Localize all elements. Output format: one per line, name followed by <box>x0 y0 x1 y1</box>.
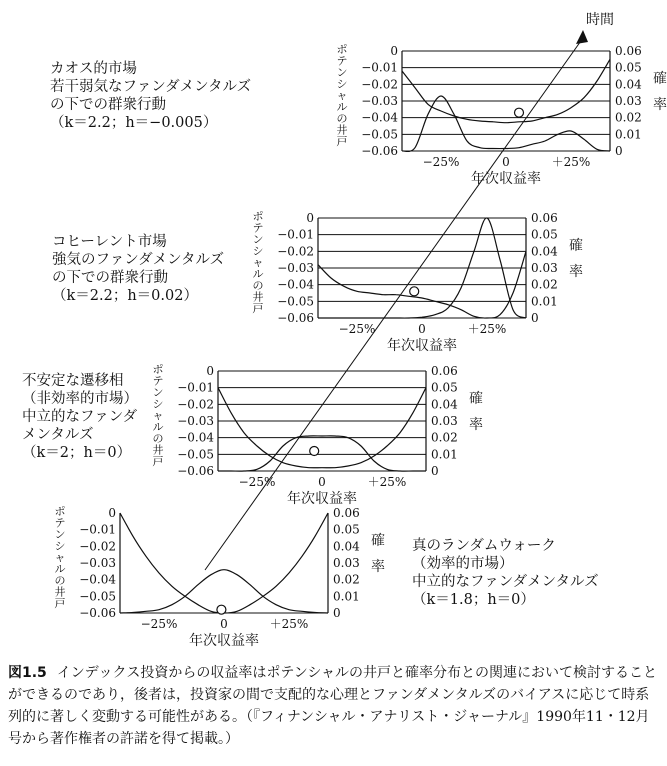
x-tick-label: −25% <box>140 617 178 631</box>
left-tick-label: −0.02 <box>361 77 398 92</box>
desc-line: の下での群衆行動 <box>50 97 166 113</box>
chart-panel-4 <box>55 505 386 649</box>
desc-line: 中立的なファンダ <box>22 409 138 425</box>
left-axis-label-char: 戸 <box>252 302 264 315</box>
left-axis-label-char: ャ <box>54 551 66 564</box>
desc-line: コヒーレント市場 <box>52 234 167 250</box>
ball-marker <box>310 447 319 456</box>
x-tick-label: 0 <box>318 475 326 489</box>
left-tick-label: −0.01 <box>361 60 398 75</box>
right-tick-label: 0.02 <box>531 277 558 292</box>
right-tick-label: 0.03 <box>615 94 642 108</box>
right-tick-label: 0.06 <box>431 364 458 378</box>
left-axis-label-char: テ <box>152 374 164 388</box>
right-tick-label: 0.01 <box>333 589 360 604</box>
left-axis-label-char: ン <box>152 386 164 399</box>
desc-line: メンタルズ <box>22 427 94 443</box>
right-tick-label: 0.05 <box>531 227 558 242</box>
desc-line: （k＝2.2；h＝0.02） <box>52 288 198 304</box>
left-tick-label: −0.05 <box>361 127 398 142</box>
desc-line: の下での群衆行動 <box>52 270 168 286</box>
left-axis-label-char: ル <box>152 420 164 434</box>
x-axis-label: 年次収益率 <box>387 338 457 354</box>
left-tick-label: −0.05 <box>277 294 314 309</box>
x-tick-label: ＋25% <box>269 617 309 631</box>
left-axis-label-char: ル <box>336 100 348 114</box>
ball-marker <box>410 287 419 296</box>
left-axis-label-char: 井 <box>252 290 264 304</box>
right-tick-label: 0.04 <box>531 244 558 259</box>
right-axis-label-char: 確 <box>371 533 385 549</box>
right-tick-label: 0 <box>531 311 539 325</box>
right-tick-label: 0.01 <box>615 127 642 142</box>
x-axis-label: 年次収益率 <box>471 171 541 187</box>
probability-curve <box>402 96 610 151</box>
left-tick-label: −0.04 <box>277 277 314 292</box>
potential-curve <box>218 388 426 468</box>
left-axis-label-char: テ <box>252 221 264 235</box>
left-tick-label: −0.01 <box>177 380 214 395</box>
right-tick-label: 0.03 <box>431 414 458 428</box>
right-axis-label-char: 確 <box>653 71 667 87</box>
desc-line: （効率的市場） <box>412 556 514 572</box>
left-axis-label-char: の <box>252 279 264 292</box>
right-axis-label-char: 率 <box>569 264 583 280</box>
left-tick-label: −0.03 <box>177 414 214 428</box>
right-tick-label: 0 <box>615 144 623 158</box>
desc-line: 不安定な遷移相 <box>22 373 124 389</box>
left-axis-label-char: 戸 <box>152 455 164 468</box>
left-tick-label: −0.05 <box>177 447 214 462</box>
desc-line: カオス的市場 <box>50 61 137 77</box>
desc-line: 真のランダムウォーク <box>412 538 556 554</box>
x-axis-label: 年次収益率 <box>287 491 357 507</box>
left-tick-label: −0.03 <box>361 94 398 108</box>
left-tick-label: −0.06 <box>277 311 314 325</box>
left-tick-label: 0 <box>390 44 398 58</box>
x-tick-label: −25% <box>238 475 276 489</box>
left-tick-label: −0.02 <box>79 539 116 554</box>
right-tick-label: 0.01 <box>431 447 458 462</box>
right-axis-label-char: 確 <box>469 391 483 407</box>
right-tick-label: 0.02 <box>431 430 458 445</box>
desc-line: （k＝2.2；h＝−0.005） <box>50 115 218 131</box>
figure-caption <box>8 662 660 750</box>
left-tick-label: 0 <box>108 506 116 520</box>
x-axis-label: 年次収益率 <box>189 633 259 649</box>
left-tick-label: −0.06 <box>177 464 214 478</box>
left-axis-label-char: 井 <box>336 123 348 137</box>
left-axis-label-char: ポ <box>54 505 66 518</box>
caption-text: インデックス投資からの収益率はポテンシャルの井戸と確率分布との関連において検討することができるのであり，後者は，投資家の間で支配的な心理とファンダメンタルズのバイアスに応じて時系列的に著しく変動する可能性がある。（『フィナンシャル・アナリスト・ジャーナル』1990年11・12月号から著作権者の許諾を得て掲載。） <box>8 665 658 747</box>
left-axis-label-char: 戸 <box>336 135 348 148</box>
left-axis-label-char: シ <box>336 77 348 91</box>
left-axis-label-char: シ <box>152 397 164 411</box>
left-axis-label-char: ポ <box>336 43 348 56</box>
right-axis-label-char: 率 <box>371 559 385 575</box>
left-tick-label: −0.04 <box>361 110 398 125</box>
desc-line: 若干弱気なファンダメンタルズ <box>50 79 252 95</box>
left-axis-label-char: シ <box>54 539 66 553</box>
right-tick-label: 0.03 <box>333 556 360 570</box>
left-axis-label-char: の <box>336 112 348 125</box>
chart-panel-1 <box>337 43 667 187</box>
left-tick-label: −0.03 <box>277 261 314 275</box>
left-tick-label: −0.01 <box>277 227 314 242</box>
left-tick-label: −0.01 <box>79 522 116 537</box>
desc-line: （非効率的市場） <box>22 391 138 407</box>
potential-curve <box>120 513 328 613</box>
desc-line: （k＝1.8；h＝0） <box>412 592 535 608</box>
left-tick-label: −0.06 <box>361 144 398 158</box>
x-tick-label: −25% <box>338 322 376 336</box>
left-tick-label: −0.03 <box>79 556 116 570</box>
left-axis-label-char: ポ <box>252 210 264 223</box>
x-tick-label: ＋25% <box>467 322 507 336</box>
right-tick-label: 0.05 <box>615 60 642 75</box>
left-tick-label: −0.06 <box>79 606 116 620</box>
x-tick-label: −25% <box>422 155 460 169</box>
potential-curve <box>402 59 610 122</box>
left-axis-label-char: 井 <box>152 443 164 457</box>
right-tick-label: 0.02 <box>615 110 642 125</box>
left-axis-label-char: 井 <box>54 585 66 599</box>
x-tick-label: 0 <box>220 617 228 631</box>
left-tick-label: −0.04 <box>79 572 116 587</box>
right-axis-label-char: 率 <box>469 417 483 433</box>
panel-description-1 <box>50 60 251 132</box>
right-axis-label-char: 率 <box>653 97 667 113</box>
x-tick-label: ＋25% <box>367 475 407 489</box>
left-axis-label-char: ル <box>54 562 66 576</box>
chart-panel-3 <box>153 363 484 507</box>
right-tick-label: 0.01 <box>531 294 558 309</box>
panel-description-4 <box>412 537 599 609</box>
x-tick-label: 0 <box>502 155 510 169</box>
left-axis-label-char: テ <box>54 516 66 530</box>
right-tick-label: 0.06 <box>531 211 558 225</box>
left-tick-label: −0.04 <box>177 430 214 445</box>
left-tick-label: −0.02 <box>177 397 214 412</box>
left-tick-label: 0 <box>306 211 314 225</box>
ball-marker <box>217 605 226 614</box>
left-axis-label-char: ン <box>54 528 66 541</box>
desc-line: （k＝2；h＝0） <box>22 445 132 461</box>
left-axis-label-char: ャ <box>252 256 264 269</box>
probability-curve <box>218 436 426 471</box>
right-tick-label: 0.04 <box>615 77 642 92</box>
desc-line: 中立的なファンダメンタルズ <box>412 574 599 590</box>
right-axis-label-char: 確 <box>569 238 583 254</box>
right-tick-label: 0 <box>431 464 439 478</box>
left-axis-label-char: ャ <box>336 89 348 102</box>
time-arrow-head <box>576 30 588 44</box>
right-tick-label: 0.04 <box>431 397 458 412</box>
left-axis-label-char: ル <box>252 267 264 281</box>
left-axis-label-char: 戸 <box>54 597 66 610</box>
left-axis-label-char: ン <box>252 233 264 246</box>
right-tick-label: 0.03 <box>531 261 558 275</box>
left-axis-label-char: テ <box>336 54 348 68</box>
left-axis-label-char: の <box>152 432 164 445</box>
right-tick-label: 0.06 <box>615 44 642 58</box>
figure-number: 図1.5 <box>8 665 47 681</box>
panel-description-2 <box>52 233 224 305</box>
right-tick-label: 0.06 <box>333 506 360 520</box>
left-axis-label-char: ポ <box>152 363 164 376</box>
left-tick-label: 0 <box>206 364 214 378</box>
right-tick-label: 0.05 <box>333 522 360 537</box>
desc-line: 強気のファンダメンタルズ <box>52 252 225 268</box>
ball-marker <box>515 108 524 117</box>
time-label: 時間 <box>586 12 614 28</box>
x-tick-label: 0 <box>418 322 426 336</box>
right-tick-label: 0.02 <box>333 572 360 587</box>
left-tick-label: −0.02 <box>277 244 314 259</box>
left-axis-label-char: の <box>54 574 66 587</box>
panel-description-3 <box>22 372 138 462</box>
right-tick-label: 0.04 <box>333 539 360 554</box>
left-axis-label-char: ン <box>336 66 348 79</box>
left-tick-label: −0.05 <box>79 589 116 604</box>
left-axis-label-char: シ <box>252 244 264 258</box>
chart-panel-2 <box>253 210 584 354</box>
x-tick-label: ＋25% <box>551 155 591 169</box>
left-axis-label-char: ャ <box>152 409 164 422</box>
right-tick-label: 0 <box>333 606 341 620</box>
right-tick-label: 0.05 <box>431 380 458 395</box>
